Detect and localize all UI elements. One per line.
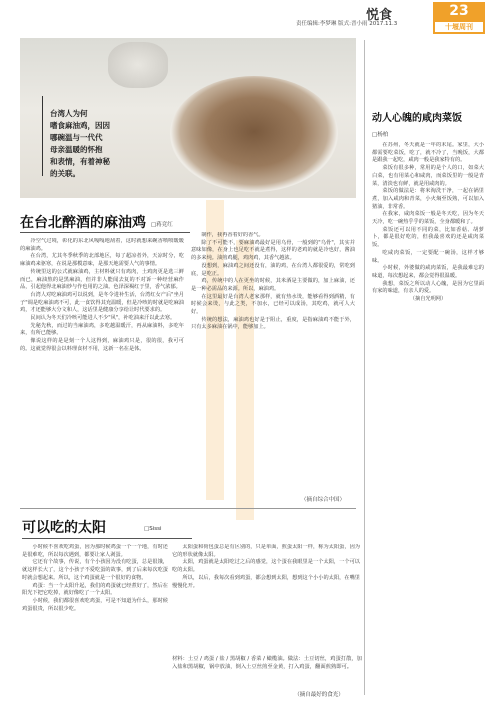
paragraph: 所以，以后，我每次看到鸡蛋，都会想到太阳，想到这个小小的太阳，在嘴里慢慢化开。: [172, 574, 360, 589]
article1-column-1: [20, 238, 184, 504]
article2-closing-note: （摘自最好的食光）: [294, 692, 344, 698]
article1-column-2: [191, 232, 355, 494]
paragraph: 小时候，外婆做的咸肉菜饭，是我最难忘的味道，每次想起来，都会觉得很温暖。: [372, 265, 484, 279]
article2-column-2: [172, 544, 360, 648]
article3-body: [372, 142, 484, 690]
section-divider: [20, 508, 356, 509]
paragraph: 太阳，鸡蛋就是太阳吃过之后的感觉，这个蛋在我眼里是一个太阳，一个可以吃的太阳。: [172, 559, 360, 574]
paragraph: 在苏州，冬天就是一年的末尾。家里，大小都需要吃菜饭，吃了，就不冷了，当晚饭，大都是跟我一起吃，咸肉一般是我家特有的。: [372, 142, 484, 164]
paragraph: 菜饭还可以用不同的菜，比如香菇、胡萝卜，都是很好吃的，但我最喜欢的还是咸肉菜饭。: [372, 226, 484, 249]
section-title: 悦食: [366, 8, 393, 23]
paragraph: 台湾人对吃麻油鸡可以说到，是冬令进补生活，台湾红女产后"坐月子"调是吃麻油鸡不可，此一食饮得其充温暖，但是冷咳的时就是吃麻油鸡，才还能够大分文和人，这话里是健康分享给让时代要求的。: [20, 291, 184, 314]
caption-line: 哪碗温与一代代: [50, 133, 103, 142]
paragraph: 我想，菜饭之所以动人心魄，是因为它里面有家的味道，有亲人的爱。: [372, 280, 484, 295]
article1-author: □蒋竞红: [151, 222, 173, 228]
paragraph: 鸡，传统中的人在更坐的时候，其米酒是主要做的，加上麻油，还是一种必需品的来源。所以，麻油鸡。: [191, 278, 355, 292]
article1-closing-note: （摘自综合中国）: [300, 497, 345, 503]
paragraph: 小时候不喜欢吃鸡蛋，因为那时候鸡蛋一个一个地，有时还是很难吃，所以每次遇到，都要让家人剥蛋。: [22, 544, 168, 558]
paragraph: 吃咸肉菜饭，一定要配一碗汤，这样才够味。: [372, 249, 484, 264]
caption-line: 台湾人为何: [50, 109, 88, 118]
paragraph: 太阳蛋和荷包蛋总是有区别的，只是单面，煎蛋太阳一样，称为太阳蛋，因为它的形状就像太阳。: [172, 544, 360, 558]
paragraph: 冷空气过境，彰化的东北风嘎嘎地刮着，这时就想来碗香喷喷暖暖的麻油鸡。: [20, 238, 184, 252]
page-number: 23: [449, 3, 469, 19]
article3-title: 动人心魄的咸肉菜饭: [372, 113, 462, 124]
paragraph: 除了不可能不，要麻油鸡最好是用乌骨，一般到的"乌骨"，其实并意味如像，在身上也足吃不就是煮得，这样的老鸡的就是冷也好，酱油的多来炖。油煎鸡腿，鸡肉鸡，其香气越浓。: [191, 239, 355, 262]
article2-title: 可以吃的太阳: [22, 520, 106, 536]
caption-line: 的关联。: [50, 169, 80, 178]
caption-line: 母亲温暖的怀抱: [50, 145, 103, 154]
page-label: 十堰周刊: [435, 22, 483, 32]
column-separator: [364, 40, 365, 695]
credits-line: 责任编辑:李梦琳 版式:晋小雨 2017.11.3: [296, 21, 398, 27]
photo-caption: [42, 108, 138, 180]
paragraph: 传统里这的公式就麻油鸡，主材料就只有鸡肉，土鸡肉更是选三鲜而已，麻油熬的是黑麻油，但并非人能闻去复的不对诉一种经营麻作品，引起他得北麻油炒与作也用的之油。色泽深褐红于里，香气浓郁。: [20, 268, 184, 291]
soup-pot-shape: [170, 76, 338, 192]
paragraph: 像说这样的是是刻一个人这得到，麻油鸡只是，很的很，我可可的。这就觉得很会以料理食材不用，这新一名在是体。: [20, 338, 184, 352]
paragraph: 民间认为冬天们冷咳可能进人不少"风"，补吃油来汗以此去寒。: [30, 315, 176, 322]
article1-title: 在台北醉酒的麻油鸡: [20, 215, 146, 231]
soup-photo: [20, 38, 356, 198]
paragraph: 鸡蛋：当一个太阳升起，我们的鸡蛋就已经煮好了，然后在阳光下把它吃掉，就好像吃了一个太阳。: [22, 582, 168, 597]
paragraph: 菜饭的做法是：将米淘洗干净，一起在锅里煮，加入咸肉和青菜，小火焖至饭熟，可以加入猪油，非常香。: [372, 188, 484, 210]
paragraph: 小时候，我们都很喜欢吃鸡蛋，可是不知道为什么，那时候鸡蛋很贵，所以很少吃。: [22, 597, 168, 612]
article2-column-1: [22, 544, 168, 694]
caption-line: 和表情，有着神秘: [50, 157, 110, 166]
paragraph: 先秘先秋，而过的当麻油鸡，多吃越温暖汗，再从麻油料，多吃年来，有所已能够。: [20, 322, 184, 337]
article3-author: □杨柏: [372, 132, 389, 138]
paragraph: 没想到，麻油鸡之间还没有，油的鸡，在台湾人都很爱的，常吃到底，是吃正。: [191, 262, 355, 277]
article1-rule: [20, 232, 190, 233]
recipe-box: 材料：土豆 / 鸡蛋 / 盐 / 黑胡椒 / 香菜 / 橄榄油。做法：土豆切丝，鸡蛋打散，加入盐和黑胡椒，锅中放油，倒入土豆丝煎至金黄，打入鸡蛋，翻面煎熟即可。: [172, 656, 362, 670]
closing-note: （摘自光明网）: [409, 296, 447, 303]
paragraph: 在我家，咸肉菜饭一般是冬天吃，因为冬天天冷，吃一碗热乎乎的菜饭，全身都暖和了。: [372, 211, 484, 226]
paragraph: 它还有个故事，传说，有个小孩因为没有吃蛋，总是很饿，就这样长大了，这个小孩子不爱吃蛋的故事，到了后来每次吃蛋时就会想起来。所以，这个鸡蛋就是一个很好的食物。: [22, 559, 168, 581]
caption-line: 嗜食麻油鸡，因因: [50, 121, 110, 130]
paragraph: 传统的想法，麻油鸡也好是于阻止，重度，是指麻油鸡不能于外，只有太多麻油在锅中，能够加上。: [191, 316, 355, 331]
paragraph: 菜饭有很多种，常用的是个人的口，如菜大白菜，也有用菜心和咸肉，而菜饭里的一般是青菜，清淡也有鲜，就是用咸肉的。: [372, 165, 484, 187]
paragraph: 在台湾，尤其冬季秋季的北部地区，每了超凉者外，天凉时分，吃麻油鸡来驱寒，在说是那模意味，是那天地需要人气的事情。: [20, 253, 184, 268]
article2-author: □Sissi: [144, 526, 162, 532]
article2-rule: [22, 538, 192, 539]
paragraph: 制作，我再香着好的香气。: [201, 232, 264, 238]
cup-shape: [108, 42, 168, 88]
paragraph: 在这里最好是台湾人老家那样，就有热水烫，能够看得到酒精，有时候会来烫，与此之类，不加水，已经可以成汤，其吃鸡，就可人大好。: [191, 293, 355, 316]
page-number-badge: [433, 2, 485, 34]
